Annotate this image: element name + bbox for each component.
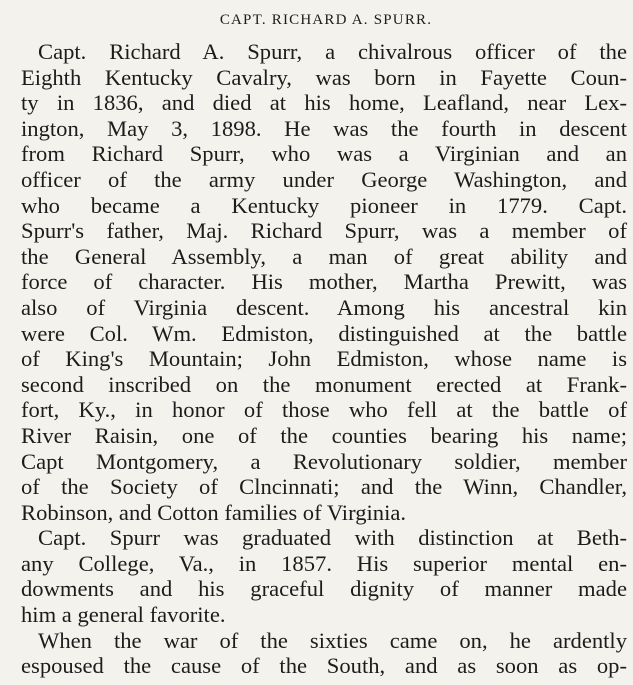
text-line: force of character. His mother, Martha Prewitt, was [21, 269, 627, 295]
text-line: him a general favorite. [21, 602, 226, 628]
text-line: officer of the army under George Washington, and [21, 166, 627, 192]
text-line: from Richard Spurr, who was a Virginian and an [21, 141, 627, 167]
text-line: River Raisin, one of the counties bearing his name; [21, 422, 627, 448]
text-line: Spurr's father, Maj. Richard Spurr, was a member of [21, 218, 627, 244]
text-line: Capt. Richard A. Spurr, a chivalrous officer of the [38, 39, 627, 64]
text-line: the General Assembly, a man of great ability and [21, 243, 627, 269]
article-heading: CAPT. RICHARD A. SPURR. [219, 12, 433, 28]
text-line: Capt. Spurr was graduated with distinction at Beth- [38, 525, 627, 551]
text-line: second inscribed on the monument erected at Frank- [21, 371, 627, 397]
text-line: Capt Montgomery, a Revolutionary soldier, member [21, 448, 627, 474]
text-line: dowments and his graceful dignity of manner made [21, 576, 627, 602]
text-line: who became a Kentucky pioneer in 1779. Capt. [21, 192, 627, 218]
text-line: Robinson, and Cotton families of Virginia. [21, 499, 407, 525]
text-line: of King's Mountain; John Edmiston, whose name is [21, 346, 627, 372]
text-line: of the Society of Clncinnati; and the Winn, Chandler, [21, 474, 627, 500]
text-line: When the war of the sixties came on, he ardently [38, 627, 627, 653]
text-line: ty in 1836, and died at his home, Leafland, near Lex- [21, 90, 627, 116]
text-line: fort, Ky., in honor of those who fell at the battle of [21, 397, 627, 423]
text-line: espoused the cause of the South, and as soon as op- [21, 653, 627, 679]
text-line: any College, Va., in 1857. His superior mental en- [21, 550, 627, 576]
text-line: Eighth Kentucky Cavalry, was born in Fayette Coun- [21, 64, 627, 90]
article-body [21, 39, 627, 679]
text-line: were Col. Wm. Edmiston, distinguished at the battle [21, 320, 627, 346]
text-line: ington, May 3, 1898. He was the fourth in descent [21, 115, 627, 141]
text-line: also of Virginia descent. Among his ancestral kin [21, 294, 627, 320]
